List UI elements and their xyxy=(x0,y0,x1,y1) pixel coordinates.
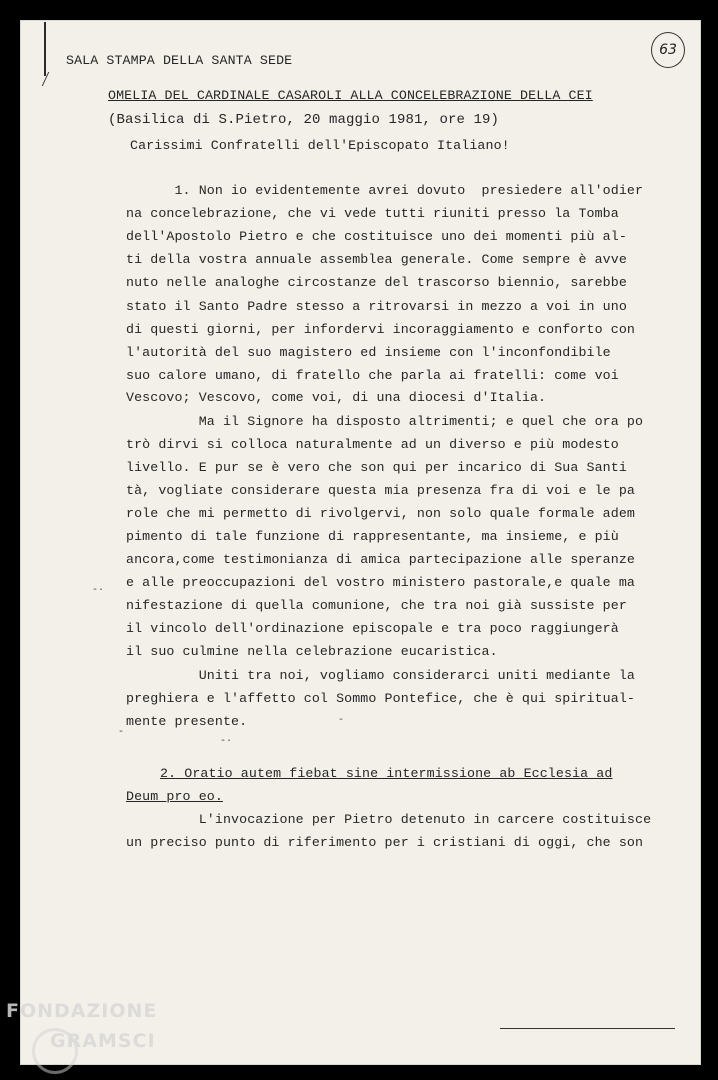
body-line: na concelebrazione, che vi vede tutti riuniti presso la Tomba xyxy=(126,206,619,221)
body-line: tà, vogliate considerare questa mia presenza fra di voi e le pa xyxy=(126,483,636,498)
document-subtitle: (Basilica di S.Pietro, 20 maggio 1981, ore 19) xyxy=(108,112,500,128)
office-heading: SALA STAMPA DELLA SANTA SEDE xyxy=(66,53,293,68)
stray-mark: - xyxy=(118,727,125,738)
body-line: pimento di tale funzione di rappresentante, ma insieme, e più xyxy=(126,529,619,544)
body-line: Vescovo; Vescovo, come voi, di una diocesi d'Italia. xyxy=(126,390,547,405)
section-2-heading: 2. Oratio autem fiebat sine intermissione ab Ecclesia ad xyxy=(160,766,613,781)
watermark-line-1: FONDAZIONE xyxy=(6,1000,158,1022)
stray-mark: - xyxy=(338,715,345,726)
body-line: e alle preoccupazioni del vostro ministero pastorale,e quale ma xyxy=(126,575,636,590)
body-line: preghiera e l'affetto col Sommo Pontefice, che è qui spiritual- xyxy=(126,691,636,706)
body-line: livello. E pur se è vero che son qui per incarico di Sua Santi xyxy=(126,460,627,475)
body-line: mente presente. xyxy=(126,714,248,729)
body-line: nifestazione di quella comunione, che tra noi già sussiste per xyxy=(126,598,627,613)
body-line: di questi giorni, per infordervi incoraggiamento e conforto con xyxy=(126,322,636,337)
watermark-line-2: GRAMSCI xyxy=(50,1030,156,1052)
bottom-rule xyxy=(500,1028,675,1029)
body-line: l'autorità del suo magistero ed insieme con l'inconfondibile xyxy=(126,345,611,360)
body-line: il suo culmine nella celebrazione eucaristica. xyxy=(126,644,498,659)
section-2-heading-cont: Deum pro eo. xyxy=(126,789,223,804)
body-line: stato il Santo Padre stesso a ritrovarsi in mezzo a voi in uno xyxy=(126,299,627,314)
body-line: Ma il Signore ha disposto altrimenti; e quel che ora po xyxy=(126,414,644,429)
body-line: L'invocazione per Pietro detenuto in carcere costituisce xyxy=(126,812,652,827)
margin-rule xyxy=(44,22,46,76)
document-page xyxy=(20,20,701,1065)
margin-mark xyxy=(32,72,50,86)
archive-watermark xyxy=(6,1000,196,1078)
body-line: il vincolo dell'ordinazione episcopale e tra poco raggiungerà xyxy=(126,621,619,636)
body-line: un preciso punto di riferimento per i cristiani di oggi, che son xyxy=(126,835,644,850)
body-line: ancora,come testimonianza di amica partecipazione alle speranze xyxy=(126,552,636,567)
body-line: ti della vostra annuale assemblea generale. Come sempre è avve xyxy=(126,252,627,267)
salutation: Carissimi Confratelli dell'Episcopato Italiano! xyxy=(130,138,510,153)
page-number-handwritten: 63 xyxy=(651,32,685,68)
body-line: suo calore umano, di fratello che parla ai fratelli: come voi xyxy=(126,368,619,383)
stray-mark: -· xyxy=(92,585,105,596)
body-line: trò dirvi si colloca naturalmente ad un diverso e più modesto xyxy=(126,437,619,452)
stray-mark: -· xyxy=(220,736,233,747)
body-line: role che mi permetto di rivolgervi, non solo quale formale adem xyxy=(126,506,636,521)
body-line: nuto nelle analoghe circostanze del trascorso biennio, sarebbe xyxy=(126,275,627,290)
body-line: Uniti tra noi, vogliamo considerarci uniti mediante la xyxy=(126,668,636,683)
document-title: OMELIA DEL CARDINALE CASAROLI ALLA CONCELEBRAZIONE DELLA CEI xyxy=(108,88,593,103)
body-line: 1. Non io evidentemente avrei dovuto presiedere all'odier xyxy=(126,183,644,198)
body-line: dell'Apostolo Pietro e che costituisce uno dei momenti più al- xyxy=(126,229,627,244)
